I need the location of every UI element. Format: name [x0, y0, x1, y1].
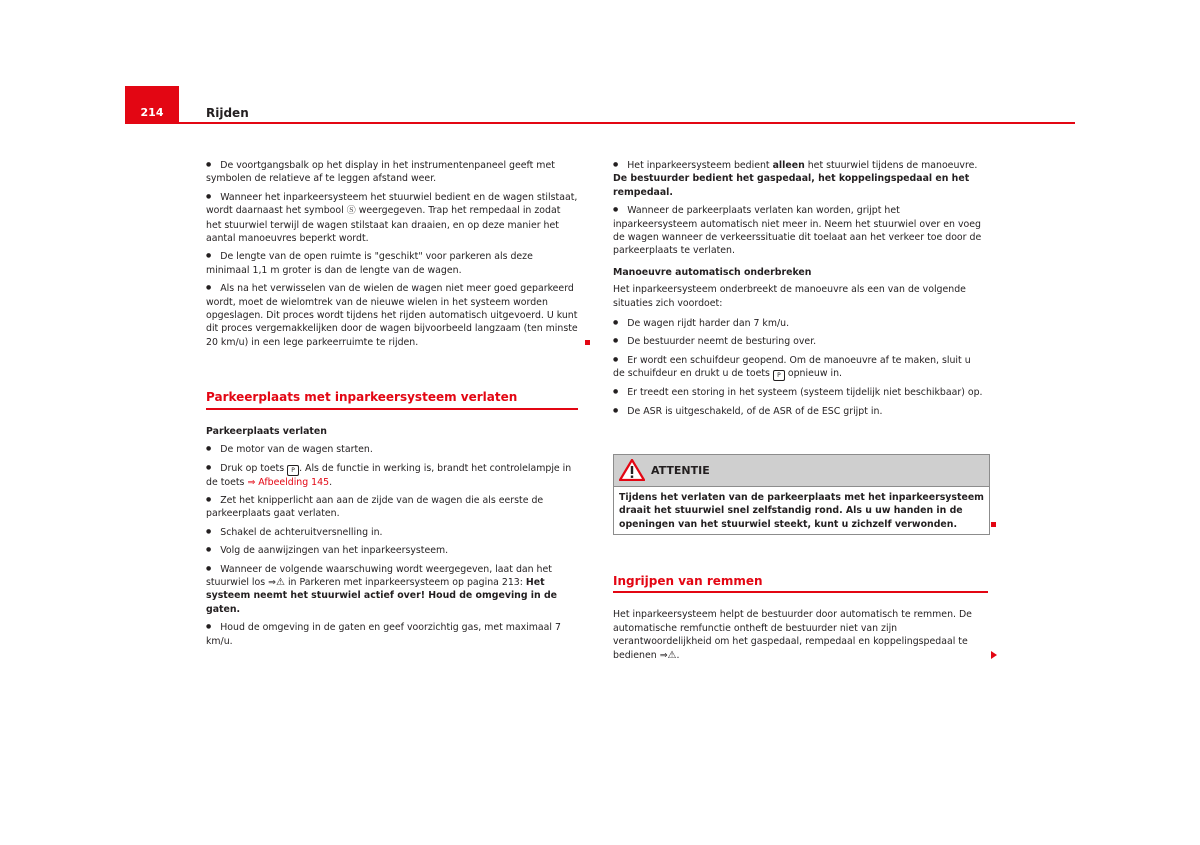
- page-number: 214: [140, 106, 164, 119]
- end-of-section-square-icon: [585, 340, 590, 345]
- header-rule: [179, 122, 1075, 124]
- paragraph: Het inparkeersysteem helpt de bestuurder door automatisch te remmen. De automatische remfunctie ontheft de bestuurder niet van zijn verantwoordelijkheid om het gaspedaal, rempedaal en koppelingspedaal te bedienen ⇒⚠.: [613, 609, 972, 661]
- section-heading: Parkeerplaats met inparkeersysteem verlaten: [206, 391, 578, 409]
- list-item: ● Het inparkeersysteem bedient alleen het stuurwiel tijdens de manoeuvre. De bestuurder bedient het gaspedaal, het koppelingspedaal en het rempedaal.: [613, 158, 985, 199]
- chapter-title: Rijden: [206, 106, 249, 120]
- list-item: ● Zet het knipperlicht aan aan de zijde van de wagen die als eerste de parkeerplaats gaat verlaten.: [206, 493, 578, 521]
- list-item: ● Wanneer de parkeerplaats verlaten kan worden, grijpt het inparkeersysteem automatisch niet meer in. Neem het stuurwiel over en voeg de wagen wanneer de verkeerssituatie dit toelaat aan het verkeer toe door de parkeerplaats te verlaten.: [613, 203, 985, 258]
- continue-arrow-icon: [991, 651, 997, 659]
- list-item: ● De lengte van de open ruimte is "geschikt" voor parkeren als deze minimaal 1,1 m groter is dan de lengte van de wagen.: [206, 249, 578, 277]
- attention-box: [613, 454, 990, 535]
- list-item: ● Volg de aanwijzingen van het inparkeersysteem.: [206, 543, 578, 557]
- section-heading: Ingrijpen van remmen: [613, 575, 988, 593]
- list-item: ● Als na het verwisselen van de wielen de wagen niet meer goed geparkeerd wordt, moet de wielomtrek van de nieuwe wielen in het systeem worden opgeslagen. Dit proces wordt tijdens het rijden automatisch uitgevoerd. U kunt dit proces vergemakkelijken door de wagen bijvoorbeeld langzaam (ten minste 20 km/u) in een lege parkeerruimte te rijden.: [206, 281, 578, 349]
- park-assist-key-icon: P: [773, 370, 785, 381]
- subheading: Manoeuvre automatisch onderbreken: [613, 266, 812, 278]
- warning-triangle-icon: ⚠: [275, 576, 285, 588]
- attention-title: ATTENTIE: [651, 464, 710, 477]
- list-item: ● Houd de omgeving in de gaten en geef voorzichtig gas, met maximaal 7 km/u.: [206, 620, 578, 648]
- list-item: ● Wanneer de volgende waarschuwing wordt weergegeven, laat dan het stuurwiel los ⇒⚠ in Parkeren met inparkeersysteem op pagina 213: Het systeem neemt het stuurwiel actief over! Houd de omgeving in de gaten.: [206, 562, 578, 617]
- list-item: ● Er wordt een schuifdeur geopend. Om de manoeuvre af te maken, sluit u de schuifdeur en drukt u de toets P opnieuw in.: [613, 353, 985, 381]
- list-item: ● De bestuurder neemt de besturing over.: [613, 334, 985, 348]
- list-item: ● Wanneer het inparkeersysteem het stuurwiel bedient en de wagen stilstaat, wordt daarnaast het symbool Ⓢ weergegeven. Trap het rempedaal in zodat het stuurwiel terwijl de wagen stilstaat kan draaien, en op deze manier het aantal manoeuvres beperkt wordt.: [206, 190, 578, 246]
- list-item: ● De motor van de wagen starten.: [206, 442, 578, 456]
- right-column: [613, 158, 985, 422]
- park-assist-key-icon: P: [287, 465, 299, 476]
- subheading: Parkeerplaats verlaten: [206, 425, 327, 437]
- list-item: ● Er treedt een storing in het systeem (systeem tijdelijk niet beschikbaar) op.: [613, 385, 985, 399]
- figure-link[interactable]: ⇒ Afbeelding 145: [247, 476, 330, 488]
- warning-triangle-icon: [619, 459, 645, 481]
- list-item: ● Schakel de achteruitversnelling in.: [206, 525, 578, 539]
- list-item: ● De voortgangsbalk op het display in het instrumentenpaneel geeft met symbolen de relatieve af te leggen afstand weer.: [206, 158, 578, 186]
- warning-triangle-icon: ⚠: [667, 649, 677, 661]
- list-item: ● Druk op toets P . Als de functie in werking is, brandt het controlelampje in de toets ⇒ Afbeelding 145.: [206, 461, 578, 489]
- braking-section: [613, 575, 988, 666]
- attention-header: [614, 455, 989, 487]
- left-column: [206, 158, 578, 652]
- end-of-section-square-icon: [991, 522, 996, 527]
- list-item: ● De wagen rijdt harder dan 7 km/u.: [613, 316, 985, 330]
- paragraph: Het inparkeersysteem onderbreekt de manoeuvre als een van de volgende situaties zich voordoet:: [613, 284, 966, 309]
- list-item: ● De ASR is uitgeschakeld, of de ASR of de ESC grijpt in.: [613, 404, 985, 418]
- steering-symbol-icon: Ⓢ: [346, 206, 356, 217]
- attention-text: Tijdens het verlaten van de parkeerplaats met het inparkeersysteem draait het stuurwiel snel zelfstandig rond. Als u uw handen in de openingen van het stuurwiel steekt, kunt u zichzelf verwonden.: [619, 492, 984, 530]
